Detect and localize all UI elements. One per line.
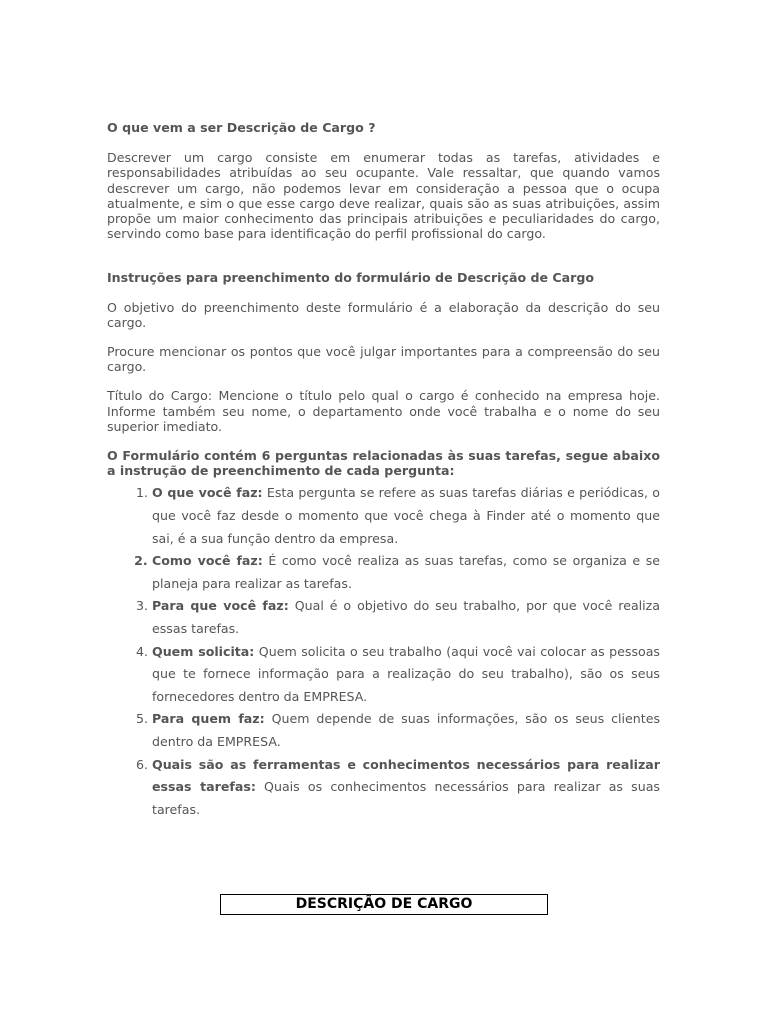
list-item: [152, 482, 660, 550]
list-item: [152, 550, 660, 595]
instructions-paragraph-objective: O objetivo do preenchimento deste formulário é a elaboração da descrição do seu cargo.: [107, 299, 660, 330]
section-heading-instructions: Instruções para preenchimento do formulário de Descrição de Cargo: [107, 270, 595, 286]
list-item: [152, 708, 660, 753]
question-label: O que você faz:: [152, 485, 263, 501]
question-text: Esta pergunta se refere as suas tarefas diárias e periódicas, o que você faz desde o momento que você chega à Finder até o momento que sai, é a sua função dentro da empresa.: [152, 485, 661, 546]
list-item: [152, 641, 660, 709]
list-item: [152, 595, 660, 640]
question-label: Quem solicita:: [152, 643, 255, 659]
question-text: Quem depende de suas informações, são os seus clientes dentro da EMPRESA.: [152, 711, 661, 749]
section-heading-what-is: O que vem a ser Descrição de Cargo ?: [107, 120, 376, 135]
form-title-box: DESCRIÇÃO DE CARGO: [220, 894, 548, 915]
question-text: Qual é o objetivo do seu trabalho, por que você realiza essas tarefas.: [152, 598, 660, 637]
document-body: [107, 120, 660, 821]
question-text: É como você realiza as suas tarefas, como se organiza e se planeja para realizar as tarefas.: [152, 553, 661, 591]
questions-intro: O Formulário contém 6 perguntas relacionadas às suas tarefas, segue abaixo a instrução de preenchimento de cada pergunta:: [107, 448, 660, 479]
instructions-paragraph-mention-points: Procure mencionar os pontos que você julgar importantes para a compreensão do seu cargo.: [107, 344, 660, 375]
questions-list: [107, 482, 660, 821]
question-text: Quem solicita o seu trabalho (aqui você vai colocar as pessoas que te fornece informação para a realização do seu trabalho), são os seus fornecedores dentro da EMPRESA.: [152, 643, 660, 704]
instructions-paragraph-job-title: Título do Cargo: Mencione o título pelo qual o cargo é conhecido na empresa hoje. Informe também seu nome, o departamento onde você trabalha e o nome do seu superior imediato.: [107, 388, 660, 434]
list-item: [152, 754, 660, 822]
question-label: Como você faz:: [152, 553, 263, 569]
section-paragraph-definition: Descrever um cargo consiste em enumerar todas as tarefas, atividades e responsabilidades atribuídas ao seu ocupante. Vale ressaltar, que quando vamos descrever um cargo, não podemos levar em consideração a pessoa que o ocupa atualmente, e sim o que esse cargo deve realizar, quais são as suas atribuições, assim propõe um maior conhecimento das principais atribuições e peculiaridades do cargo, servindo como base para identificação do perfil profissional do cargo.: [107, 150, 660, 242]
question-label: Quais são as ferramentas e conhecimentos necessários para realizar essas tarefas:: [152, 756, 660, 795]
question-label: Para quem faz:: [152, 711, 265, 727]
question-label: Para que você faz:: [152, 598, 289, 614]
question-text: Quais os conhecimentos necessários para realizar as suas tarefas.: [152, 779, 660, 817]
